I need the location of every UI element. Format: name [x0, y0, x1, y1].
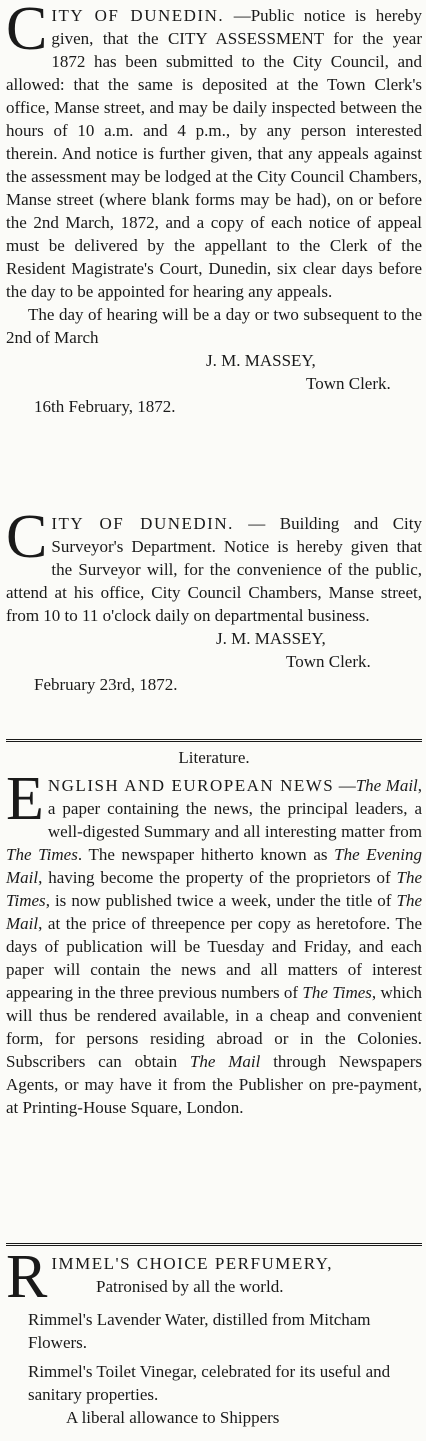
signatory: J. M. MASSEY, — [216, 629, 326, 648]
publication-title: The Mail — [189, 1052, 261, 1071]
ad-text: . The newspaper hitherto known as — [77, 845, 335, 864]
city-assessment-notice — [6, 0, 423, 418]
notice-body: —Public notice is hereby given, that the CITY ASSESSMENT for the year 1872 has been submitted to the City Council, and allowed: that the same is deposited at the Town Clerk's office, Manse street, and may be daily inspected between the hours of 10 a.m. and 4 p.m., by any person interested therein. And notice is further given, that any appeals against the assessment may be lodged at the City Council Chambers, Manse street (where blank forms may be had), on or before the 2nd March, 1872, and a copy of each notice of appeal must be delivered by the appellant to the Clerk of the Resident Magistrate's Court, Dunedin, six clear days before the day to be appointed for hearing any appeals. — [6, 6, 423, 301]
city-surveyor-notice — [6, 503, 422, 696]
ad-text: through Newspapers Agents, or may have it from the Publisher on pre-payment, at Printing-House Square, London. — [6, 1052, 423, 1117]
drop-cap: E — [6, 765, 44, 833]
column-rule — [6, 739, 422, 742]
notice-body: — Building and City Surveyor's Department. Notice is hereby given that the Surveyor will, for the convenience of the public, attend at his office, City Council Chambers, Manse street, from 10 to 11 o'clock daily on departmental business. — [6, 514, 422, 625]
section-heading: Literature. — [178, 748, 250, 767]
publication-title: The Evening Mail — [6, 845, 422, 887]
publication-title: The Times — [6, 868, 422, 910]
drop-cap: C — [6, 503, 48, 571]
ad-text: — — [334, 776, 356, 795]
publication-title: The Mail — [355, 776, 418, 795]
ad-text: , having become the property of the proprietors of — [38, 868, 397, 887]
ad-text: , is now published twice a week, under the title of — [45, 891, 397, 910]
notice-heading: ITY OF DUNEDIN. — [51, 514, 234, 533]
publication-title: The Times — [302, 983, 372, 1002]
ad-heading: NGLISH AND EUROPEAN NEWS — [47, 776, 335, 795]
notice-date: February 23rd, 1872. — [34, 675, 178, 694]
drop-cap: C — [6, 0, 48, 63]
publication-title: The Times — [6, 845, 78, 864]
product-item: Rimmel's Lavender Water, distilled from Mitcham Flowers. — [28, 1310, 371, 1352]
signatory-title: Town Clerk. — [286, 652, 371, 671]
signatory-title: Town Clerk. — [306, 374, 391, 393]
rimmels-perfumery-ad — [6, 1243, 422, 1429]
product-item: Rimmel's Toilet Vinegar, celebrated for its useful and sanitary properties. — [28, 1362, 391, 1404]
column-rule — [6, 1243, 422, 1246]
notice-heading: ITY OF DUNEDIN. — [51, 6, 225, 25]
drop-cap: R — [6, 1243, 48, 1311]
notice-date: 16th February, 1872. — [34, 397, 176, 416]
ad-text: , which will thus be rendered available, in a cheap and convenient form, for persons residing abroad or in the Colonies. Subscribers can obtain — [6, 983, 422, 1071]
product-item: A liberal allowance to Shippers — [66, 1408, 280, 1427]
ad-text: , a paper containing the news, the principal leaders, a well-digested Summary and all interesting matter from — [47, 776, 423, 841]
notice-body-continued: The day of hearing will be a day or two subsequent to the 2nd of March — [6, 305, 422, 347]
ad-subheading: Patronised by all the world. — [96, 1277, 284, 1296]
ad-text: , at the price of threepence per copy as heretofore. The days of publication will be Tuesday and Friday, and each paper will contain the news and all matters of interest appearing in the three previous numbers of — [6, 914, 422, 1002]
english-european-news-ad — [6, 765, 423, 1119]
ad-heading: IMMEL'S CHOICE PERFUMERY, — [51, 1254, 333, 1273]
signatory: J. M. MASSEY, — [206, 351, 316, 370]
publication-title: The Mail — [6, 891, 422, 933]
